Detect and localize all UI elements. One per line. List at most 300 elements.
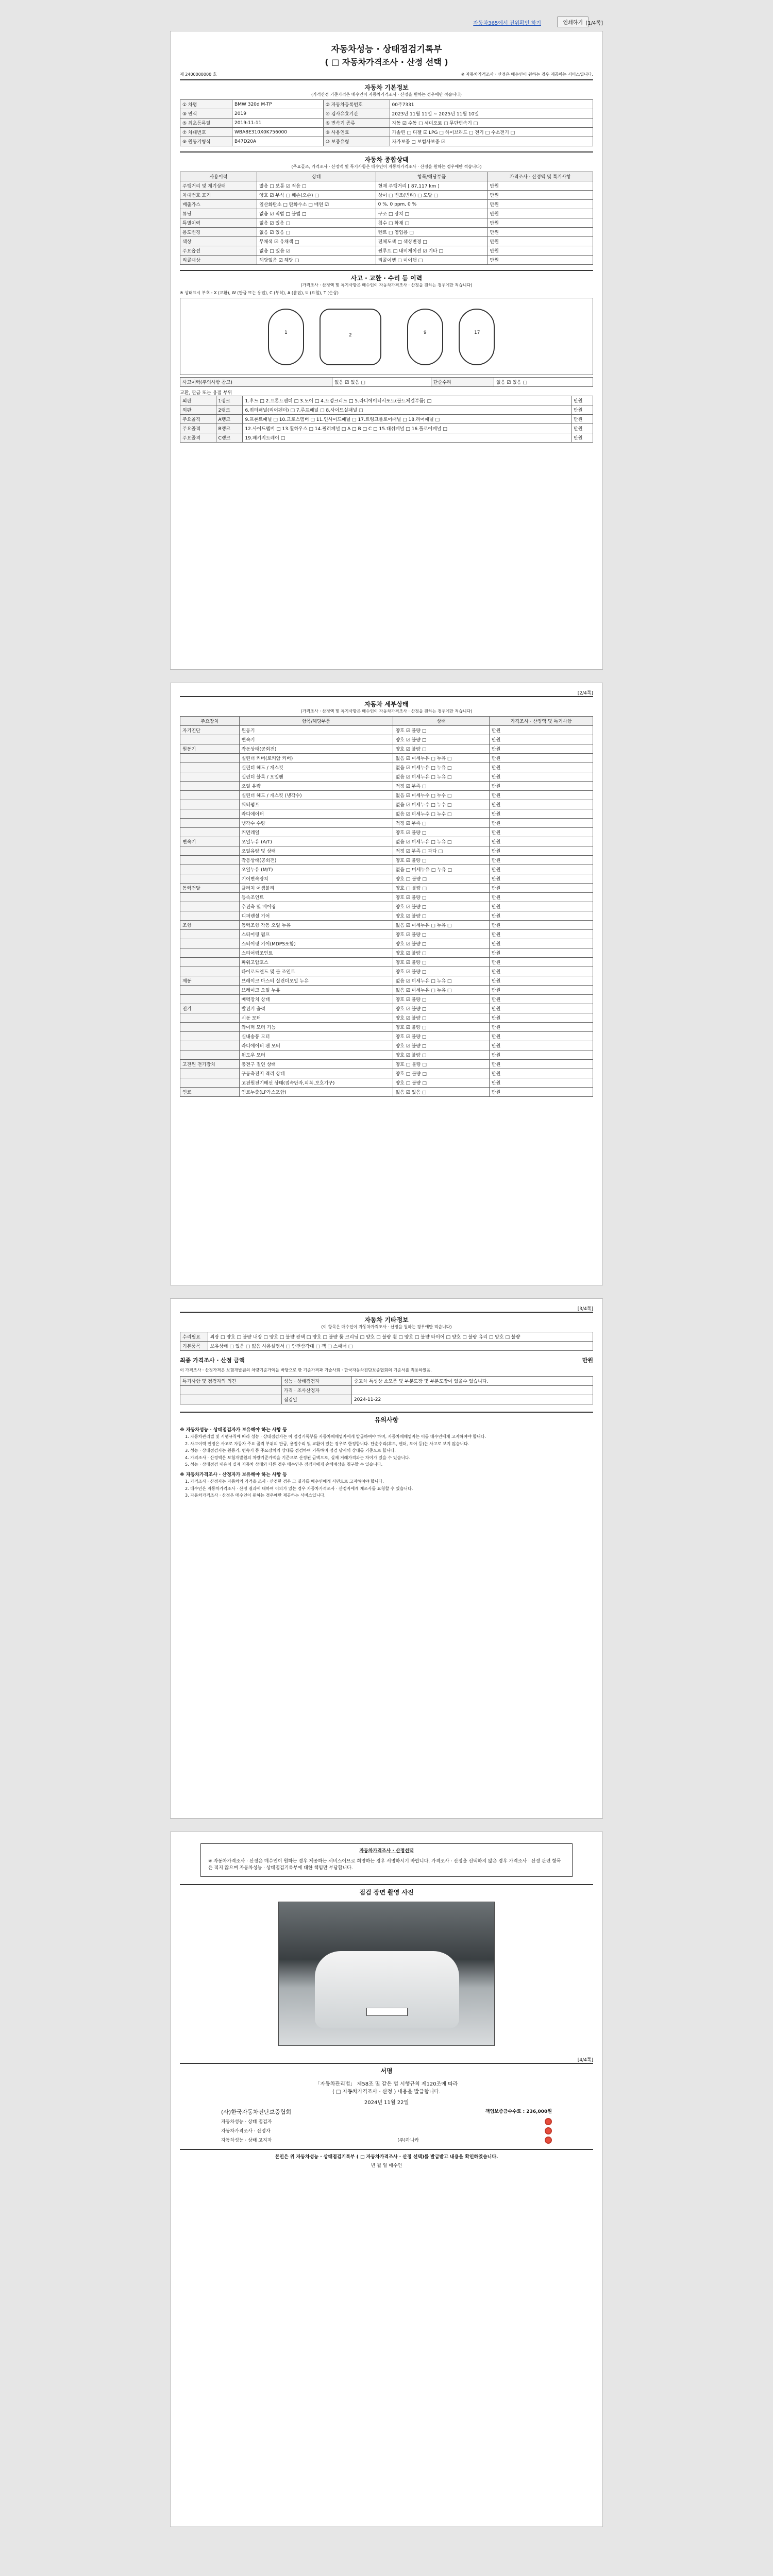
detail-row (180, 1088, 593, 1097)
accident-history-label: 사고이력(주의사항 참고) (180, 378, 332, 387)
detail-group: 전기 (180, 1004, 240, 1013)
final-price-unit: 만원 (582, 1357, 593, 1364)
parts-group: 외판 (180, 396, 216, 405)
detail-row (180, 1069, 593, 1078)
detail-row (180, 1041, 593, 1050)
detail-group (180, 809, 240, 819)
detail-row (180, 921, 593, 930)
parts-items: 9.프론트패널 □ 10.크로스멤버 □ 11.인사이드패널 □ 17.트렁크플로어패널 □ 18.리어패널 □ (243, 415, 572, 424)
detail-row (180, 1013, 593, 1023)
detail-price: 만원 (489, 828, 593, 837)
detail-group: 변속기 (180, 837, 240, 846)
detail-item: 냉각수 수량 (239, 819, 393, 828)
photo-car (315, 1951, 459, 2028)
basic-value: 자가보증 □ 보험사보증 ☑ (390, 137, 593, 146)
parts-row (180, 396, 593, 405)
condition-price: 만원 (488, 218, 593, 228)
price-basis: 이 가격조사 · 산정가격은 보험개발원의 차량기준가액을 바탕으로 한 기준가격과 기술사회 · 한국자동차진단보증협회의 기준서를 적용하였음. (180, 1368, 432, 1372)
doc-subtitle: ( □ 자동차가격조사 · 산정 선택 ) (325, 57, 448, 67)
page-3 (170, 1298, 603, 1819)
detail-row (180, 1032, 593, 1041)
notice-item: 2. 매수인은 자동차가격조사 · 산정 결과에 대하여 이의가 있는 경우 자동차가격조사 · 산정자에게 재조사를 요청할 수 있습니다. (185, 1486, 413, 1491)
parts-table (180, 396, 593, 443)
basic-key: ⑤ 최초등록일 (180, 118, 232, 128)
parts-price: 만원 (572, 424, 593, 433)
detail-row (180, 976, 593, 986)
detail-row (180, 948, 593, 958)
detail-group (180, 930, 240, 939)
detail-row (180, 809, 593, 819)
parts-rank: A랭크 (216, 415, 243, 424)
detail-group (180, 865, 240, 874)
detail-item: 커먼레일 (239, 828, 393, 837)
basic-key: ④ 검사유효기간 (323, 109, 390, 118)
detail-item: 스티어링조인트 (239, 948, 393, 958)
detail-item: 시동 모터 (239, 1013, 393, 1023)
other-title: 자동차 기타정보 (180, 1312, 593, 1324)
detail-item: 와이퍼 모터 기능 (239, 1023, 393, 1032)
detail-state: 적정 ☑ 부족 □ 과다 □ (393, 846, 489, 856)
detail-state: 양호 □ 불량 □ (393, 884, 489, 893)
detail-group (180, 782, 240, 791)
detail-table (180, 716, 593, 1097)
detail-price: 만원 (489, 939, 593, 948)
detail-item: 브레이크 마스터 실린더오일 누유 (239, 976, 393, 986)
notice-item: 5. 성능 · 상태점검 내용이 실제 자동차 상태와 다른 경우 매수인은 점검자에게 손해배상을 청구할 수 있습니다. (185, 1462, 383, 1467)
condition-row (180, 237, 593, 246)
condition-state: 없음 ☑ 있음 □ (257, 218, 376, 228)
condition-item: 튜닝 (180, 209, 257, 218)
detail-group: 자기진단 (180, 726, 240, 735)
print-button[interactable]: 인쇄하기 (557, 16, 589, 27)
detail-state: 양호 ☑ 불량 □ (393, 1032, 489, 1041)
detail-price: 만원 (489, 1041, 593, 1050)
opinion-key (180, 1386, 282, 1395)
detail-item: 라디에이터 팬 모터 (239, 1041, 393, 1050)
condition-table (180, 172, 593, 265)
opinion-key (180, 1395, 282, 1404)
detail-item: 워터펌프 (239, 800, 393, 809)
basic-value: 2019 (232, 109, 324, 118)
basic-info-title: 자동차 기본정보 (180, 79, 593, 92)
detail-price: 만원 (489, 902, 593, 911)
opinion-role: 점검일 (281, 1395, 351, 1404)
detail-item: 등속조인트 (239, 893, 393, 902)
detail-row (180, 893, 593, 902)
detail-row (180, 735, 593, 744)
parts-rank: 1랭크 (216, 396, 243, 405)
opinion-role: 가격 · 조사산정자 (281, 1386, 351, 1395)
notice-item: 4. 가격조사 · 산정액은 보험개발원의 차량기준가액을 기준으로 산정된 금액으로, 실제 거래가격과는 차이가 있을 수 있습니다. (185, 1455, 411, 1460)
detail-row (180, 846, 593, 856)
detail-item: 스티어링 펌프 (239, 930, 393, 939)
detail-row (180, 865, 593, 874)
detail-item: 실린더 커버(로커암 커버) (239, 754, 393, 763)
detail-item: 동력조향 작동 오일 누유 (239, 921, 393, 930)
detail-item: 실린더 블록 / 오일팬 (239, 772, 393, 782)
detail-price: 만원 (489, 809, 593, 819)
other-items: 보유상태 □ 있음 □ 없음 사용설명서 □ 안전삼각대 □ 잭 □ 스패너 □ (208, 1342, 593, 1351)
accident-summary (180, 377, 593, 387)
detail-state: 양호 ☑ 불량 □ (393, 911, 489, 921)
car-side-view: 2 (320, 309, 381, 365)
detail-header: 항목/해당부품 (239, 717, 393, 726)
detail-price: 만원 (489, 976, 593, 986)
detail-price: 만원 (489, 735, 593, 744)
signer-role: 자동차가격조사 · 산정자 (221, 2128, 271, 2134)
notice-item: 3. 자동차가격조사 · 산정은 매수인이 원하는 경우에만 제공하는 서비스입니다. (185, 1493, 326, 1498)
condition-header: 가격조사 · 산정액 및 특기사항 (488, 172, 593, 181)
basic-key: ② 자동차등록번호 (323, 100, 390, 109)
detail-row (180, 874, 593, 884)
final-price-title: 최종 가격조사 · 산정 금액 (180, 1357, 245, 1364)
parts-items: 6.쿼터패널(리어펜더) □ 7.루프패널 □ 8.사이드실패널 □ (243, 405, 572, 415)
basic-key: ⑩ 보증유형 (323, 137, 390, 146)
basic-row (180, 137, 593, 146)
condition-item: 리콜대상 (180, 256, 257, 265)
detail-group: 제동 (180, 976, 240, 986)
detail-item: 클러치 어셈블리 (239, 884, 393, 893)
detail-group (180, 819, 240, 828)
parts-items: 1.후드 □ 2.프론트펜더 □ 3.도어 □ 4.트렁크리드 □ 5.라디에이터서포트(볼트체결부품) □ (243, 396, 572, 405)
condition-row (180, 218, 593, 228)
detail-row (180, 1004, 593, 1013)
price-choice-title: 자동차가격조사 · 산정선택 (359, 1849, 414, 1854)
detail-state: 양호 ☑ 불량 □ (393, 1041, 489, 1050)
basic-row (180, 118, 593, 128)
notice-item: 1. 자동차관리법 및 시행규칙에 따라 성능 · 상태점검자는 이 점검기록부를 자동차매매업자에게 발급하여야 하며, 자동차매매업자는 이를 매수인에게 고지하여야 합니다. (185, 1434, 486, 1439)
detail-price: 만원 (489, 1050, 593, 1060)
detail-row (180, 1050, 593, 1060)
detail-group (180, 800, 240, 809)
detail-price: 만원 (489, 1004, 593, 1013)
detail-state: 양호 □ 불량 □ (393, 1060, 489, 1069)
detail-group (180, 1032, 240, 1041)
detail-row (180, 902, 593, 911)
detail-state: 양호 ☑ 불량 □ (393, 893, 489, 902)
notice-sec2-title: ※ 자동차가격조사 · 산정자가 보유해야 하는 사항 등 (180, 1472, 287, 1478)
detail-state: 양호 ☑ 불량 □ (393, 735, 489, 744)
detail-group (180, 995, 240, 1004)
detail-state: 없음 ☑ 미세누유 □ 누유 □ (393, 921, 489, 930)
detail-group (180, 1023, 240, 1032)
parts-rank: B랭크 (216, 424, 243, 433)
accident-legend: ※ 상태표시 부호 : X (교환), W (판금 또는 용접), C (부식), A (흠집), U (요철), T (손상) (180, 291, 339, 295)
accident-history-value: 없음 ☑ 있음 □ (332, 378, 431, 387)
other-items: 외장 □ 양호 □ 불량 내장 □ 양호 □ 불량 광택 □ 양호 □ 불량 룸 크리닝 □ 양호 □ 불량 휠 □ 양호 □ 불량 타이어 □ 양호 □ 불량 유리 □ 양호 □ 불량 (208, 1332, 593, 1342)
detail-group (180, 1013, 240, 1023)
page-4-number: [4/4쪽] (577, 2057, 593, 2063)
simple-repair-label: 단순수리 (431, 378, 494, 387)
detail-state: 양호 □ 불량 □ (393, 874, 489, 884)
condition-detail: 현재 주행거리 [ 87,117 km ] (376, 181, 488, 191)
condition-price: 만원 (488, 256, 593, 265)
detail-price: 만원 (489, 884, 593, 893)
signature-text-2: ( □ 자동차가격조사 · 산정 ) 내용을 발급합니다. (332, 2089, 441, 2095)
other-group: 기본품목 (180, 1342, 208, 1351)
condition-item: 주행거리 및 계기상태 (180, 181, 257, 191)
detail-price: 만원 (489, 837, 593, 846)
condition-row (180, 181, 593, 191)
opinion-row (180, 1395, 593, 1404)
detail-item: 연료누출(LP가스포함) (239, 1088, 393, 1097)
detail-row (180, 995, 593, 1004)
basic-row (180, 109, 593, 118)
parts-rank: 2랭크 (216, 405, 243, 415)
buyer-confirm-text: 본인은 위 자동차성능 · 상태점검기록부 ( □ 자동차가격조사 · 산정 선택)를 발급받고 내용을 확인하였습니다. (275, 2154, 498, 2160)
detail-price: 만원 (489, 911, 593, 921)
condition-row (180, 191, 593, 200)
opinion-role: 성능 · 상태점검자 (281, 1377, 351, 1386)
parts-group: 외판 (180, 405, 216, 415)
detail-item: 오일누유 (A/T) (239, 837, 393, 846)
detail-item: 실내송풍 모터 (239, 1032, 393, 1041)
condition-item: 주요옵션 (180, 246, 257, 256)
condition-row (180, 246, 593, 256)
detail-price: 만원 (489, 846, 593, 856)
signature-text-1: 「자동차관리법」 제58조 및 같은 법 시행규칙 제120조에 따라 (315, 2081, 458, 2087)
condition-header: 항목/해당부품 (376, 172, 488, 181)
detail-item: 타이로드엔드 및 볼 조인트 (239, 967, 393, 976)
detail-row (180, 782, 593, 791)
page-4 (170, 1832, 603, 2527)
detail-state: 양호 ☑ 불량 □ (393, 995, 489, 1004)
detail-price: 만원 (489, 1078, 593, 1088)
top-bar (170, 14, 603, 30)
detail-group (180, 1069, 240, 1078)
detail-group (180, 846, 240, 856)
parts-group: 주요골격 (180, 415, 216, 424)
parts-price: 만원 (572, 405, 593, 415)
detail-price: 만원 (489, 819, 593, 828)
condition-item: 용도변경 (180, 228, 257, 237)
condition-detail: 침수 □ 화재 □ (376, 218, 488, 228)
condition-price: 만원 (488, 228, 593, 237)
detail-row (180, 754, 593, 763)
detail-state: 양호 ☑ 불량 □ (393, 1023, 489, 1032)
detail-state: 양호 ☑ 불량 □ (393, 958, 489, 967)
car-diagram (180, 298, 593, 375)
opinion-table (180, 1376, 593, 1404)
condition-price: 만원 (488, 209, 593, 218)
car-frame-rear: 17 (459, 309, 495, 365)
detail-price: 만원 (489, 921, 593, 930)
basic-value: 2023년 11월 11일 ~ 2025년 11월 10일 (390, 109, 593, 118)
notice-item: 3. 성능 · 상태점검자는 원동기, 변속기 등 주요장치의 상태를 점검하여 기록하며 점검 당시의 상태를 기준으로 합니다. (185, 1448, 396, 1453)
detail-group: 동력전달 (180, 884, 240, 893)
detail-group: 연료 (180, 1088, 240, 1097)
detail-item: 실린더 헤드 / 개스킷 (239, 763, 393, 772)
detail-group: 조향 (180, 921, 240, 930)
verify-link[interactable]: 자동차365에서 진위확인 하기 (473, 21, 541, 26)
detail-price: 만원 (489, 1088, 593, 1097)
notice-item: 1. 가격조사 · 산정자는 자동차의 가격을 조사 · 산정한 경우 그 결과를 매수인에게 서면으로 고지하여야 합니다. (185, 1479, 384, 1484)
condition-item: 배출가스 (180, 200, 257, 209)
other-row (180, 1332, 593, 1342)
parts-group: 주요골격 (180, 424, 216, 433)
condition-state: 없음 ☑ 적법 □ 불법 □ (257, 209, 376, 218)
detail-state: 양호 ☑ 불량 □ (393, 1050, 489, 1060)
photo-plate (366, 2008, 408, 2016)
basic-key: ① 차명 (180, 100, 232, 109)
detail-price: 만원 (489, 782, 593, 791)
guarantee-fee: 책임보증금수수료 : 236,000원 (485, 2109, 552, 2114)
detail-group (180, 828, 240, 837)
detail-group: 고전원 전기장치 (180, 1060, 240, 1069)
basic-value: B47D20A (232, 137, 324, 146)
basic-value: BMW 320d M-TP (232, 100, 324, 109)
price-choice-text: ※ 자동차가격조사 · 산정은 매수인이 원하는 경우 제공하는 서비스이므로 희망하는 경우 서명하시기 바랍니다. 가격조사 · 산정을 선택하지 않은 경우 가격조사 · 산정 관련 항목은 적지 않으며 자동차성능 · 상태점검기록부에 대한 책임만 부담합니다. (208, 1858, 561, 1871)
page-3-number: [3/4쪽] (577, 1307, 593, 1312)
notice-sec1-title: ※ 자동차성능 · 상태점검자가 보유해야 하는 사항 등 (180, 1428, 287, 1433)
detail-group (180, 911, 240, 921)
detail-state: 양호 ☑ 불량 □ (393, 744, 489, 754)
detail-note: (가격조사 · 산정액 및 특기사항은 매수인이 자동차가격조사 · 산정을 원하는 경우에만 적습니다) (300, 709, 473, 714)
opinion-value: 2024-11-22 (351, 1395, 593, 1404)
car-frame-front: 9 (407, 309, 443, 365)
condition-detail: 상이 □ 변조(변타) □ 도말 □ (376, 191, 488, 200)
detail-state: 양호 □ 불량 □ (393, 1069, 489, 1078)
opinion-row (180, 1386, 593, 1395)
condition-header: 상태 (257, 172, 376, 181)
other-note: (이 항목은 매수인이 자동차가격조사 · 산정을 원하는 경우에만 적습니다) (321, 1325, 452, 1329)
detail-price: 만원 (489, 1069, 593, 1078)
condition-detail: 썬루프 □ 내비게이션 ☑ 기타 □ (376, 246, 488, 256)
opinion-key: 특기사항 및 점검자의 의견 (180, 1377, 282, 1386)
detail-state: 양호 ☑ 불량 □ (393, 967, 489, 976)
detail-price: 만원 (489, 754, 593, 763)
doc-title: 자동차성능 · 상태점검기록부 (331, 44, 442, 55)
notice-item: 2. 사고이력 인정은 사고로 자동차 주요 골격 부위의 판금, 용접수리 및 교환이 있는 경우로 한정합니다. 단순수리(후드, 펜더, 도어 등)는 사고로 보지 않습니다. (185, 1441, 469, 1446)
inspection-photo (278, 1902, 495, 2046)
basic-info-note: (가격산정 기준가격은 매수인이 자동차가격조사 · 산정을 원하는 경우에만 적습니다) (311, 92, 462, 97)
detail-state: 양호 □ 불량 □ (393, 1078, 489, 1088)
detail-group (180, 1050, 240, 1060)
detail-state: 양호 ☑ 불량 □ (393, 1004, 489, 1013)
condition-state: 없음 □ 있음 ☑ (257, 246, 376, 256)
condition-row (180, 256, 593, 265)
detail-item: 작동상태(공회전) (239, 744, 393, 754)
detail-price: 만원 (489, 865, 593, 874)
detail-price: 만원 (489, 744, 593, 754)
parts-price: 만원 (572, 396, 593, 405)
basic-info-table (180, 99, 593, 146)
detail-item: 오일누유 (M/T) (239, 865, 393, 874)
basic-key: ⑥ 변속기 종류 (323, 118, 390, 128)
detail-state: 적정 ☑ 부족 □ (393, 819, 489, 828)
condition-detail: 구조 □ 장치 □ (376, 209, 488, 218)
detail-price: 만원 (489, 930, 593, 939)
detail-group (180, 948, 240, 958)
detail-state: 적정 ☑ 부족 □ (393, 782, 489, 791)
detail-price: 만원 (489, 856, 593, 865)
detail-state: 양호 ☑ 불량 □ (393, 948, 489, 958)
detail-state: 없음 ☑ 미세누유 □ 누유 □ (393, 754, 489, 763)
condition-state: 일산화탄소 □ 탄화수소 □ 매연 ☑ (257, 200, 376, 209)
condition-note: (주요골조, 가격조사 · 산정액 및 특기사항은 매수인이 자동차가격조사 · 산정을 원하는 경우에만 적습니다) (291, 164, 482, 169)
detail-item: 배력장치 상태 (239, 995, 393, 1004)
detail-item: 작동상태(공회전) (239, 856, 393, 865)
condition-price: 만원 (488, 246, 593, 256)
detail-item: 변속기 (239, 735, 393, 744)
detail-state: 없음 ☑ 미세누수 □ 누수 □ (393, 809, 489, 819)
detail-group (180, 763, 240, 772)
detail-row (180, 1078, 593, 1088)
detail-title: 자동차 세부상태 (180, 696, 593, 708)
condition-row (180, 209, 593, 218)
parts-items: 12.사이드멤버 □ 13.휠하우스 □ 14.필러패널 □ A □ B □ C □ 15.대쉬패널 □ 16.플로어패널 □ (243, 424, 572, 433)
seal-stamp-icon (545, 2127, 552, 2134)
condition-detail: 리콜이행 □ 미이행 □ (376, 256, 488, 265)
detail-row (180, 884, 593, 893)
seal-stamp-icon (545, 2118, 552, 2125)
detail-price: 만원 (489, 958, 593, 967)
detail-group (180, 856, 240, 865)
doc-notice: ※ 자동차가격조사 · 산정은 매수인이 원하는 경우 제공하는 서비스입니다. (461, 72, 593, 77)
detail-row (180, 819, 593, 828)
notice-title: 유의사항 (180, 1412, 593, 1424)
parts-row (180, 424, 593, 433)
detail-state: 없음 ☑ 미세누수 □ 누수 □ (393, 791, 489, 800)
detail-item: 고전원전기배선 상태(접속단자,피복,보호기구) (239, 1078, 393, 1088)
basic-key: ⑨ 원동기형식 (180, 137, 232, 146)
detail-group (180, 791, 240, 800)
detail-group (180, 986, 240, 995)
condition-price: 만원 (488, 191, 593, 200)
detail-state: 양호 ☑ 불량 □ (393, 930, 489, 939)
detail-row (180, 939, 593, 948)
condition-state: 많음 □ 보통 ☑ 적음 □ (257, 181, 376, 191)
detail-price: 만원 (489, 1032, 593, 1041)
condition-detail: 렌트 □ 영업용 □ (376, 228, 488, 237)
accident-title: 사고 · 교환 · 수리 등 이력 (180, 270, 593, 282)
detail-header: 가격조사 · 산정액 및 특기사항 (489, 717, 593, 726)
detail-state: 없음 ☑ 미세누유 □ 누유 □ (393, 976, 489, 986)
detail-item: 브레이크 오일 누유 (239, 986, 393, 995)
detail-price: 만원 (489, 791, 593, 800)
condition-item: 색상 (180, 237, 257, 246)
condition-state: 양호 ☑ 부식 □ 훼손(오손) □ (257, 191, 376, 200)
detail-price: 만원 (489, 800, 593, 809)
basic-key: ③ 연식 (180, 109, 232, 118)
detail-item: 윈도우 모터 (239, 1050, 393, 1060)
detail-group (180, 902, 240, 911)
basic-value: 00주7331 (390, 100, 593, 109)
condition-price: 만원 (488, 237, 593, 246)
detail-state: 양호 ☑ 불량 □ (393, 1013, 489, 1023)
doc-number: 제 2400000000 호 (180, 72, 217, 77)
detail-item: 오일유량 및 상태 (239, 846, 393, 856)
detail-price: 만원 (489, 1023, 593, 1032)
parts-price: 만원 (572, 415, 593, 424)
condition-item: 차대번호 표기 (180, 191, 257, 200)
page-2-number: [2/4쪽] (577, 691, 593, 696)
condition-title: 자동차 종합상태 (180, 151, 593, 164)
detail-price: 만원 (489, 948, 593, 958)
detail-state: 양호 ☑ 불량 □ (393, 939, 489, 948)
detail-state: 양호 ☑ 불량 □ (393, 828, 489, 837)
car-top-view: 1 (268, 309, 304, 365)
detail-price: 만원 (489, 1060, 593, 1069)
other-table (180, 1332, 593, 1351)
detail-state: 양호 ☑ 불량 □ (393, 856, 489, 865)
detail-price: 만원 (489, 893, 593, 902)
parts-price: 만원 (572, 433, 593, 443)
page-1 (170, 31, 603, 670)
detail-item: 발전기 출력 (239, 1004, 393, 1013)
opinion-value: 중고차 특성상 소모품 및 부분도장 및 부분도장이 있을수 있습니다. (351, 1377, 593, 1386)
detail-state: 없음 ☑ 미세누유 □ 누유 □ (393, 837, 489, 846)
